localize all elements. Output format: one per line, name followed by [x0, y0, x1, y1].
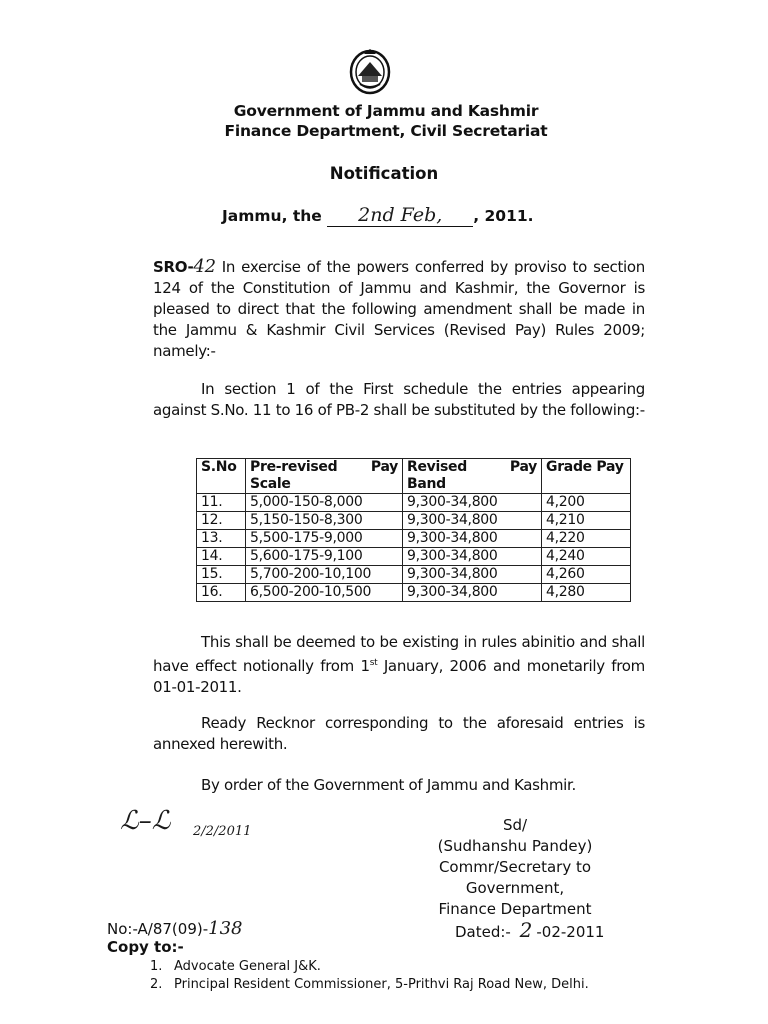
cell-pre-revised: 5,150-150-8,300: [246, 512, 403, 530]
cell-grade-pay: 4,280: [542, 584, 631, 602]
emblem: [348, 46, 392, 96]
cell-band: 9,300-34,800: [403, 494, 542, 512]
ref-number-hand: 138: [208, 918, 243, 939]
list-item-text: Principal Resident Commissioner, 5-Prithvi Raj Road New, Delhi.: [174, 977, 589, 992]
section-paragraph: [153, 379, 645, 421]
ref-number-prefix: No:-A/87(09)-: [107, 920, 209, 938]
signatory-department: Finance Department: [438, 900, 592, 918]
sro-number: 42: [193, 256, 216, 277]
handwritten-date: 2nd Feb,: [358, 204, 443, 226]
recknor-paragraph: [153, 713, 645, 755]
cell-band: 9,300-34,800: [403, 530, 542, 548]
cell-grade-pay: 4,200: [542, 494, 631, 512]
cell-pre-revised: 5,000-150-8,000: [246, 494, 403, 512]
list-item-text: Advocate General J&K.: [174, 959, 321, 974]
cell-grade-pay: 4,240: [542, 548, 631, 566]
header-line-1: Government of Jammu and Kashmir: [233, 102, 539, 120]
initials-scribble: ℒ–ℒ: [120, 806, 171, 836]
cell-grade-pay: 4,210: [542, 512, 631, 530]
table-row: [197, 512, 631, 530]
cell-sno: 11.: [197, 494, 246, 512]
cell-sno: 15.: [197, 566, 246, 584]
cell-band: 9,300-34,800: [403, 566, 542, 584]
list-item: [150, 976, 670, 994]
signature-sd: Sd/: [502, 816, 528, 834]
col-header-grade-pay: Grade Pay: [542, 459, 631, 494]
list-item-number: 1.: [150, 959, 163, 974]
order-paragraph: [153, 775, 645, 796]
table-row: [197, 584, 631, 602]
sro-paragraph: [153, 256, 645, 362]
scale-word: Scale: [250, 476, 291, 492]
ref-dated: [455, 918, 604, 942]
revised-word: Revised: [407, 459, 467, 475]
signature-block: [390, 815, 640, 920]
cell-band: 9,300-34,800: [403, 512, 542, 530]
signatory-name: (Sudhanshu Pandey): [437, 837, 593, 855]
copy-to-list: [150, 958, 670, 994]
initials-date: 2/2/2011: [193, 824, 252, 839]
effect-paragraph: [153, 632, 645, 698]
col-header-revised: [403, 459, 542, 494]
date-blank: [327, 204, 473, 227]
cell-band: 9,300-34,800: [403, 584, 542, 602]
band-word: Band: [407, 476, 446, 492]
list-item-number: 2.: [150, 977, 163, 992]
col-header-pre-revised: [246, 459, 403, 494]
signatory-designation: Commr/Secretary to Government,: [438, 858, 592, 897]
date-suffix: , 2011.: [473, 207, 534, 225]
sro-text: In exercise of the powers conferred by proviso to section 124 of the Constitution of Jammu and Kashmir, the Governor is pleased to direct that the following amendment shall be made in the Jammu & Kashmir Civil Services (Revised Pay) Rules 2009; namely:-: [153, 258, 645, 360]
pay-word-2: Pay: [509, 459, 537, 475]
table-row: [197, 548, 631, 566]
date-prefix: Jammu, the: [222, 207, 322, 225]
table-row: [197, 494, 631, 512]
effect-text-a: This shall be deemed to be existing in rules abinitio and shall have effect notionally from 1: [153, 633, 645, 675]
list-item: [150, 958, 670, 976]
dated-hand: 2: [519, 918, 533, 942]
emblem-icon: [348, 46, 392, 96]
cell-pre-revised: 6,500-200-10,500: [246, 584, 403, 602]
cell-grade-pay: 4,220: [542, 530, 631, 548]
dated-suffix: -02-2011: [536, 923, 605, 941]
cell-pre-revised: 5,600-175-9,100: [246, 548, 403, 566]
schedule-table: [196, 458, 631, 602]
cell-sno: 16.: [197, 584, 246, 602]
dated-prefix: Dated:-: [455, 923, 511, 941]
cell-sno: 12.: [197, 512, 246, 530]
table-row: [197, 530, 631, 548]
schedule-table-wrap: [196, 458, 631, 602]
cell-pre-revised: 5,500-175-9,000: [246, 530, 403, 548]
effect-text-b: January, 2006 and monetarily from 01-01-2011.: [153, 657, 645, 696]
order-text: By order of the Government of Jammu and Kashmir.: [201, 776, 576, 794]
header-line-2: Finance Department, Civil Secretariat: [224, 122, 548, 140]
date-line: [222, 204, 534, 227]
ref-number: [107, 918, 243, 939]
copy-to-label: Copy to:-: [107, 938, 184, 956]
table-header-row: [197, 459, 631, 494]
col-header-sno: S.No: [197, 459, 246, 494]
section-text: In section 1 of the First schedule the entries appearing against S.No. 11 to 16 of PB-2 shall be substituted by the following:-: [153, 380, 645, 419]
page-title: Notification: [329, 164, 439, 183]
recknor-text: Ready Recknor corresponding to the aforesaid entries is annexed herewith.: [153, 714, 645, 753]
sro-label: SRO-: [153, 258, 194, 276]
effect-sup: st: [369, 658, 378, 668]
cell-sno: 13.: [197, 530, 246, 548]
pre-revised-word: Pre-revised: [250, 459, 338, 475]
table-row: [197, 566, 631, 584]
cell-band: 9,300-34,800: [403, 548, 542, 566]
cell-pre-revised: 5,700-200-10,100: [246, 566, 403, 584]
cell-grade-pay: 4,260: [542, 566, 631, 584]
pay-word: Pay: [370, 459, 398, 475]
cell-sno: 14.: [197, 548, 246, 566]
